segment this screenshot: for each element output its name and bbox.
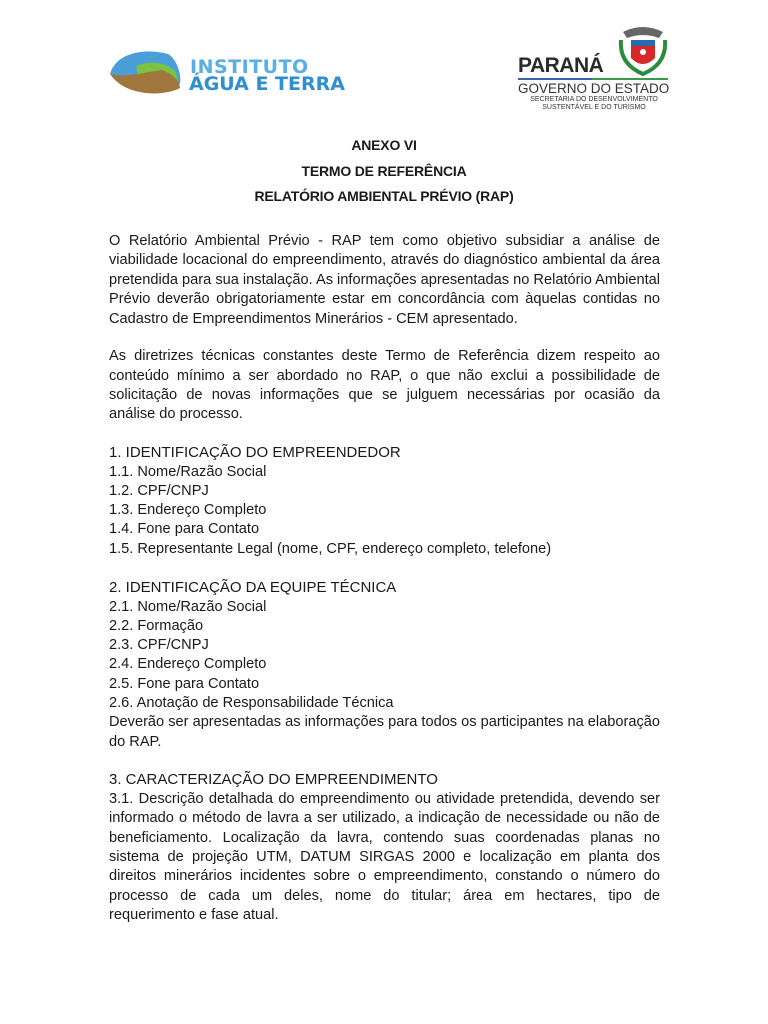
text-line: O Relatório Ambiental Prévio - RAP tem como objetivo subsidiar a análise de xyxy=(109,233,660,249)
text-line: processo de cada um deles, nome do titular; área em hectares, tipo de xyxy=(109,888,660,904)
parana-subtitle: GOVERNO DO ESTADO xyxy=(518,81,670,96)
text-line: Cadastro de Empreendimentos Minerários - CEM apresentado. xyxy=(109,311,518,327)
secretaria-line2: SUSTENTÁVEL E DO TURISMO xyxy=(542,104,646,111)
list-item: 2.4. Endereço Completo xyxy=(109,656,267,672)
text-line: pretendida para sua instalação. As informações apresentadas no Relatório Ambiental xyxy=(109,272,660,288)
list-item: 1.2. CPF/CNPJ xyxy=(109,483,209,499)
report-title: RELATÓRIO AMBIENTAL PRÉVIO (RAP) xyxy=(254,188,514,204)
list-item: 1.4. Fone para Contato xyxy=(109,521,260,537)
text-line: solicitação de novas informações que se julguem necessárias por ocasião da xyxy=(109,387,660,403)
list-item: 2.5. Fone para Contato xyxy=(109,676,260,692)
text-line: informado o método de lavra a ser utilizado, a indicação de necessidade ou não de xyxy=(109,810,660,826)
parana-title: PARANÁ xyxy=(518,54,604,77)
logo-line1: INSTITUTO xyxy=(190,56,309,78)
text-line: análise do processo. xyxy=(109,406,243,422)
logo-emblem-icon xyxy=(106,44,184,96)
text-line: direitos minerários incidentes sobre o empreendimento, constando o número do xyxy=(109,868,660,884)
text-line: 3.1. Descrição detalhada do empreendimento ou atividade pretendida, devendo ser xyxy=(109,791,660,807)
text-line: beneficiamento. Localização da lavra, contendo suas coordenadas planas no xyxy=(109,830,660,846)
list-item: 2.3. CPF/CNPJ xyxy=(109,637,209,653)
text-line: Prévio deverão obrigatoriamente estar em concordância com àquelas contidas no xyxy=(109,291,660,307)
text-line: requerimento e fase atual. xyxy=(109,907,279,923)
term-title: TERMO DE REFERÊNCIA xyxy=(301,163,467,179)
text-line: viabilidade locacional do empreendimento, através do diagnóstico ambiental da área xyxy=(109,252,660,268)
section-heading: 1. IDENTIFICAÇÃO DO EMPREENDEDOR xyxy=(109,444,401,461)
text-line: Deverão ser apresentadas as informações para todos os participantes na elaboração xyxy=(109,714,660,730)
list-item: 2.1. Nome/Razão Social xyxy=(109,599,267,615)
text-line: do RAP. xyxy=(109,734,162,750)
section-heading: 3. CARACTERIZAÇÃO DO EMPREENDIMENTO xyxy=(109,771,438,788)
list-item: 1.1. Nome/Razão Social xyxy=(109,464,267,480)
parana-coat-of-arms-icon xyxy=(615,24,671,76)
list-item: 1.3. Endereço Completo xyxy=(109,502,267,518)
text-line: As diretrizes técnicas constantes deste Termo de Referência dizem respeito ao xyxy=(109,348,660,364)
list-item: 2.2. Formação xyxy=(109,618,204,634)
logo-line2: ÁGUA E TERRA xyxy=(189,73,345,95)
list-item: 2.6. Anotação de Responsabilidade Técnica xyxy=(109,695,394,711)
secretaria-line1: SECRETARIA DO DESENVOLVIMENTO xyxy=(530,96,658,103)
list-item: 1.5. Representante Legal (nome, CPF, endereço completo, telefone) xyxy=(109,541,552,557)
section-heading: 2. IDENTIFICAÇÃO DA EQUIPE TÉCNICA xyxy=(109,579,397,596)
text-line: conteúdo mínimo a ser abordado no RAP, o que não exclui a possibilidade de xyxy=(109,368,660,384)
text-line: sistema de projeção UTM, DATUM SIRGAS 2000 e localização em planta dos xyxy=(109,849,660,865)
annex-title: ANEXO VI xyxy=(351,137,417,153)
